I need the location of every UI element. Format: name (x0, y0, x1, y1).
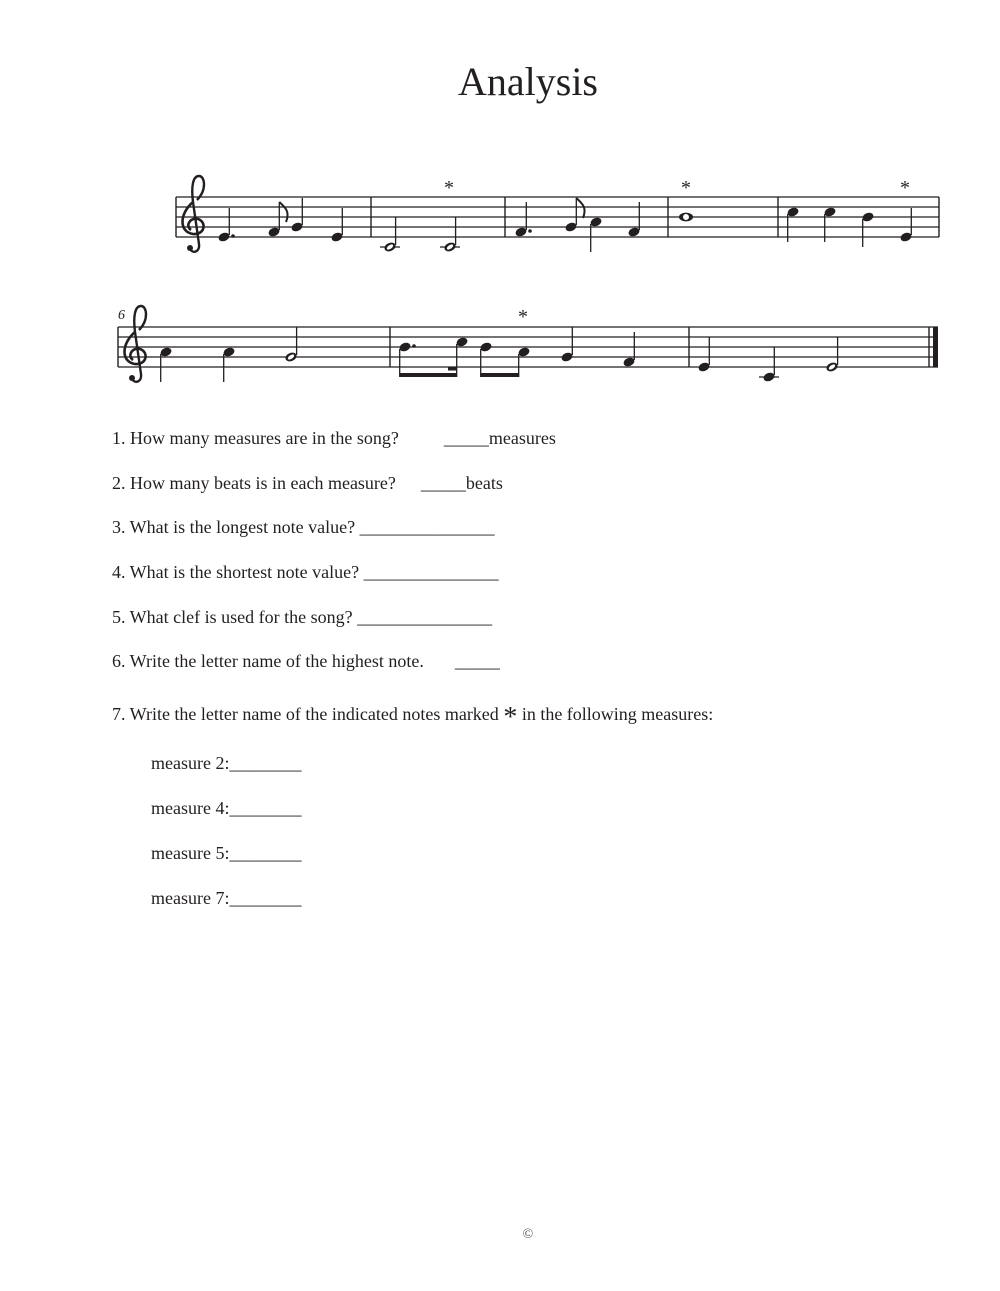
question-6-blank[interactable]: _____ (454, 651, 500, 671)
question-1 (112, 428, 556, 449)
asterisk-mark-measure-4: * (681, 177, 691, 199)
asterisk-icon: * (503, 702, 518, 733)
page-title: Analysis (458, 59, 598, 104)
question-7-text-before: 7. Write the letter name of the indicated notes marked (112, 704, 499, 724)
question-5[interactable]: 5. What clef is used for the song? _______________ (112, 607, 493, 627)
asterisk-mark-measure-7: * (518, 306, 528, 328)
question-6-text: 6. Write the letter name of the highest note. (112, 651, 424, 671)
asterisk-mark-measure-5: * (900, 177, 910, 199)
staff-line-2 (118, 306, 938, 383)
question-4[interactable]: 4. What is the shortest note value? _______________ (112, 562, 499, 582)
question-1-blank[interactable]: _____measures (443, 428, 556, 448)
question-7 (112, 702, 714, 733)
question-6 (112, 651, 500, 672)
measure-number: 6 (118, 308, 125, 323)
treble-clef-icon-2 (125, 306, 147, 382)
measure-5-answer[interactable]: measure 5:________ (151, 843, 302, 863)
question-3[interactable]: 3. What is the longest note value? _______________ (112, 517, 495, 537)
question-7-text-after: in the following measures: (521, 704, 714, 724)
question-2 (112, 473, 503, 494)
asterisk-mark-measure-2: * (444, 177, 454, 199)
measure-7-answer[interactable]: measure 7:________ (151, 888, 302, 908)
staff-line-1 (176, 176, 939, 253)
question-2-text: 2. How many beats is in each measure? (112, 473, 396, 493)
treble-clef-icon (183, 176, 205, 252)
copyright-mark: © (522, 1227, 534, 1242)
music-score (0, 0, 1000, 420)
question-2-blank[interactable]: _____beats (420, 473, 503, 493)
measure-2-answer[interactable]: measure 2:________ (151, 753, 302, 773)
question-1-text: 1. How many measures are in the song? (112, 428, 399, 448)
measure-4-answer[interactable]: measure 4:________ (151, 798, 302, 818)
